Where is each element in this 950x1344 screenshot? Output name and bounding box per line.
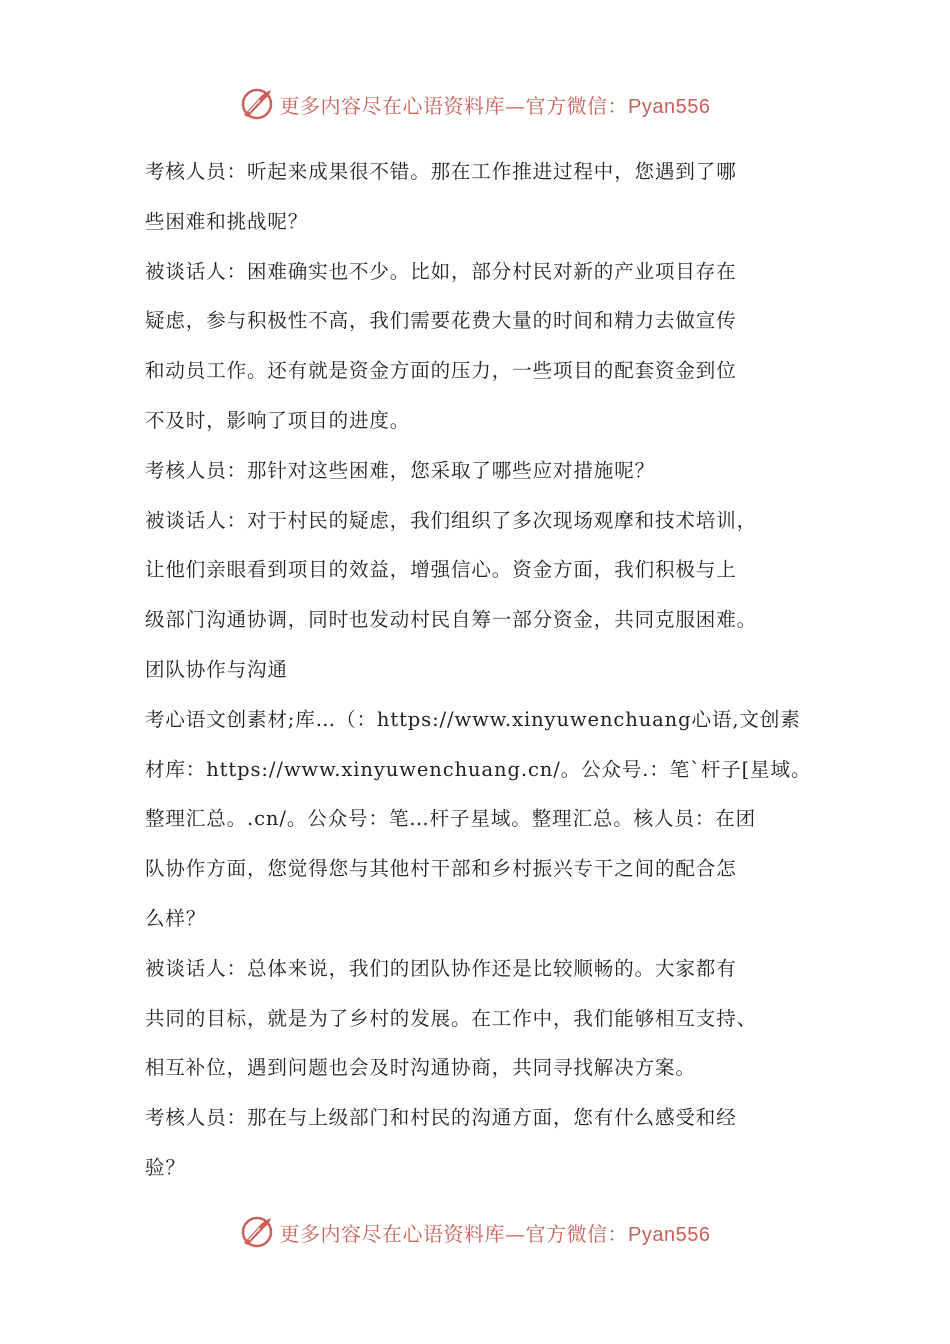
- text-line: 共同的目标，就是为了乡村的发展。在工作中，我们能够相互支持、: [145, 1006, 758, 1030]
- text-line: 级部门沟通协调，同时也发动村民自筹一部分资金，共同克服困难。: [145, 608, 758, 632]
- text-line: 些困难和挑战呢？: [145, 209, 309, 233]
- text-line: 和动员工作。还有就是资金方面的压力，一些项目的配套资金到位: [145, 359, 737, 383]
- text-line: 被谈话人：对于村民的疑虑，我们组织了多次现场观摩和技术培训，: [145, 508, 758, 532]
- text-line: 考核人员：听起来成果很不错。那在工作推进过程中，您遇到了哪: [145, 160, 737, 183]
- text-line: 队协作方面，您觉得您与其他村干部和乡村振兴专干之间的配合怎: [145, 857, 737, 881]
- text-line: 不及时，影响了项目的进度。: [145, 408, 411, 432]
- text-line: 疑虑，参与积极性不高，我们需要花费大量的时间和精力去做宣传: [145, 309, 737, 333]
- text-line: 材库：https://www.xinyuwenchuang.cn/。公众号.：笔`杆子[星域。: [145, 757, 812, 781]
- section-heading: 团队协作与沟通: [145, 657, 288, 681]
- quill-logo-icon: [240, 87, 274, 121]
- text-line: 被谈话人：困难确实也不少。比如，部分村民对新的产业项目存在: [145, 259, 737, 283]
- footer-banner: [0, 1212, 950, 1252]
- text-line: 相互补位，遇到问题也会及时沟通协商，共同寻找解决方案。: [145, 1056, 696, 1080]
- header-banner-text: 更多内容尽在心语资料库—官方微信：Pyan556: [279, 93, 711, 118]
- text-line: 考心语文创素材;库…（：https://www.xinyuwenchuang心语,文创素: [145, 707, 801, 731]
- footer-banner-text: 更多内容尽在心语资料库—官方微信：Pyan556: [279, 1221, 711, 1246]
- text-line: 验？: [145, 1155, 186, 1179]
- text-line: 么样？: [145, 906, 207, 930]
- quill-logo-icon: [240, 1215, 274, 1249]
- text-line: 整理汇总。.cn/。公众号：笔…杆子星域。整理汇总。核人员：在团: [145, 807, 757, 831]
- text-line: 考核人员：那在与上级部门和村民的沟通方面，您有什么感受和经: [145, 1106, 737, 1130]
- document-body: [145, 147, 810, 1193]
- header-banner: [0, 84, 950, 124]
- text-line: 考核人员：那针对这些困难，您采取了哪些应对措施呢？: [145, 458, 656, 482]
- text-line: 让他们亲眼看到项目的效益，增强信心。资金方面，我们积极与上: [145, 558, 737, 582]
- text-line: 被谈话人：总体来说，我们的团队协作还是比较顺畅的。大家都有: [145, 956, 737, 980]
